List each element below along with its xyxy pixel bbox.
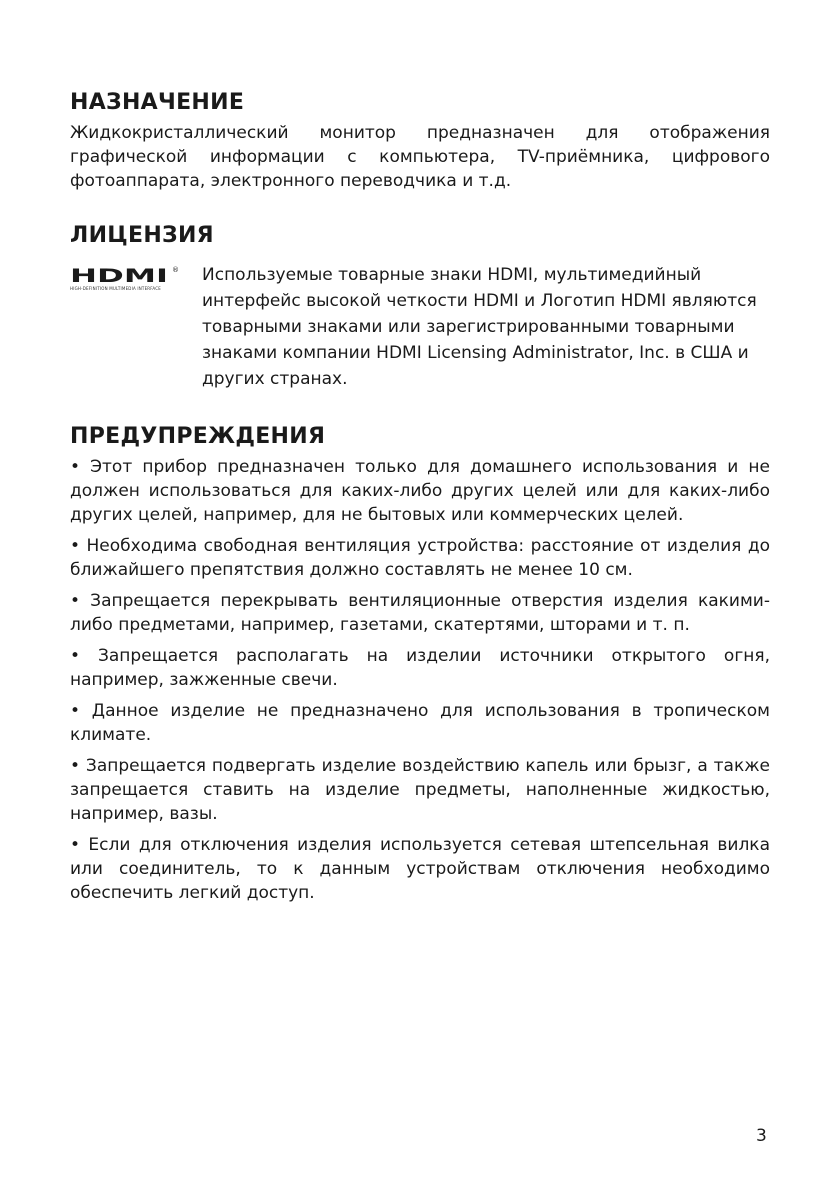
svg-text:HDMI: HDMI (70, 266, 168, 284)
registered-mark: ® (172, 266, 179, 274)
warning-item: • Запрещается располагать на изделии источники открытого огня, например, зажженные свечи. (70, 646, 770, 690)
warnings-list (70, 455, 770, 905)
warning-item: • Запрещается подвергать изделие воздействию капель или брызг, а также запрещается ставить на изделие предметы, наполненные жидкостью, например, вазы. (70, 756, 770, 824)
license-heading: ЛИЦЕНЗИЯ (70, 223, 214, 248)
purpose-text: Жидкокристаллический монитор предназначен для отображения графической информации с компьютера, TV-приёмника, цифрового фотоаппарата, электронного переводчика и т.д. (70, 123, 770, 191)
license-text: Используемые товарные знаки HDMI, мультимедийный интерфейс высокой четкости HDMI и Логотип HDMI являются товарными знаками или зарегистрированными товарными знаками компании HDMI Licensing Administrator, Inc. в США и других странах. (202, 265, 757, 389)
hdmi-logo (70, 262, 202, 392)
warning-item: • Если для отключения изделия используется сетевая штепсельная вилка или соединитель, то к данным устройствам отключения необходимо обеспечить легкий доступ. (70, 835, 770, 903)
page-number: 3 (756, 1126, 767, 1146)
purpose-heading: НАЗНАЧЕНИЕ (70, 90, 245, 115)
warning-item: • Запрещается перекрывать вентиляционные отверстия изделия какими-либо предметами, например, газетами, скатертями, шторами и т. п. (70, 591, 770, 635)
warning-item: • Необходима свободная вентиляция устройства: расстояние от изделия до ближайшего препятствия должно составлять не менее 10 см. (70, 536, 770, 580)
document-page (70, 90, 770, 912)
license-section (70, 223, 770, 392)
hdmi-logo-icon (70, 266, 170, 284)
warning-item: • Данное изделие не предназначено для использования в тропическом климате. (70, 701, 770, 745)
warnings-heading: ПРЕДУПРЕЖДЕНИЯ (70, 424, 326, 449)
hdmi-logo-subtitle: HIGH-DEFINITION MULTIMEDIA INTERFACE (70, 286, 162, 291)
license-row (70, 262, 770, 392)
warning-item: • Этот прибор предназначен только для домашнего использования и не должен использоваться для каких-либо других целей или для каких-либо других целей, например, для не бытовых или коммерческих целей. (70, 457, 770, 525)
warnings-section (70, 424, 770, 905)
purpose-section (70, 90, 770, 193)
